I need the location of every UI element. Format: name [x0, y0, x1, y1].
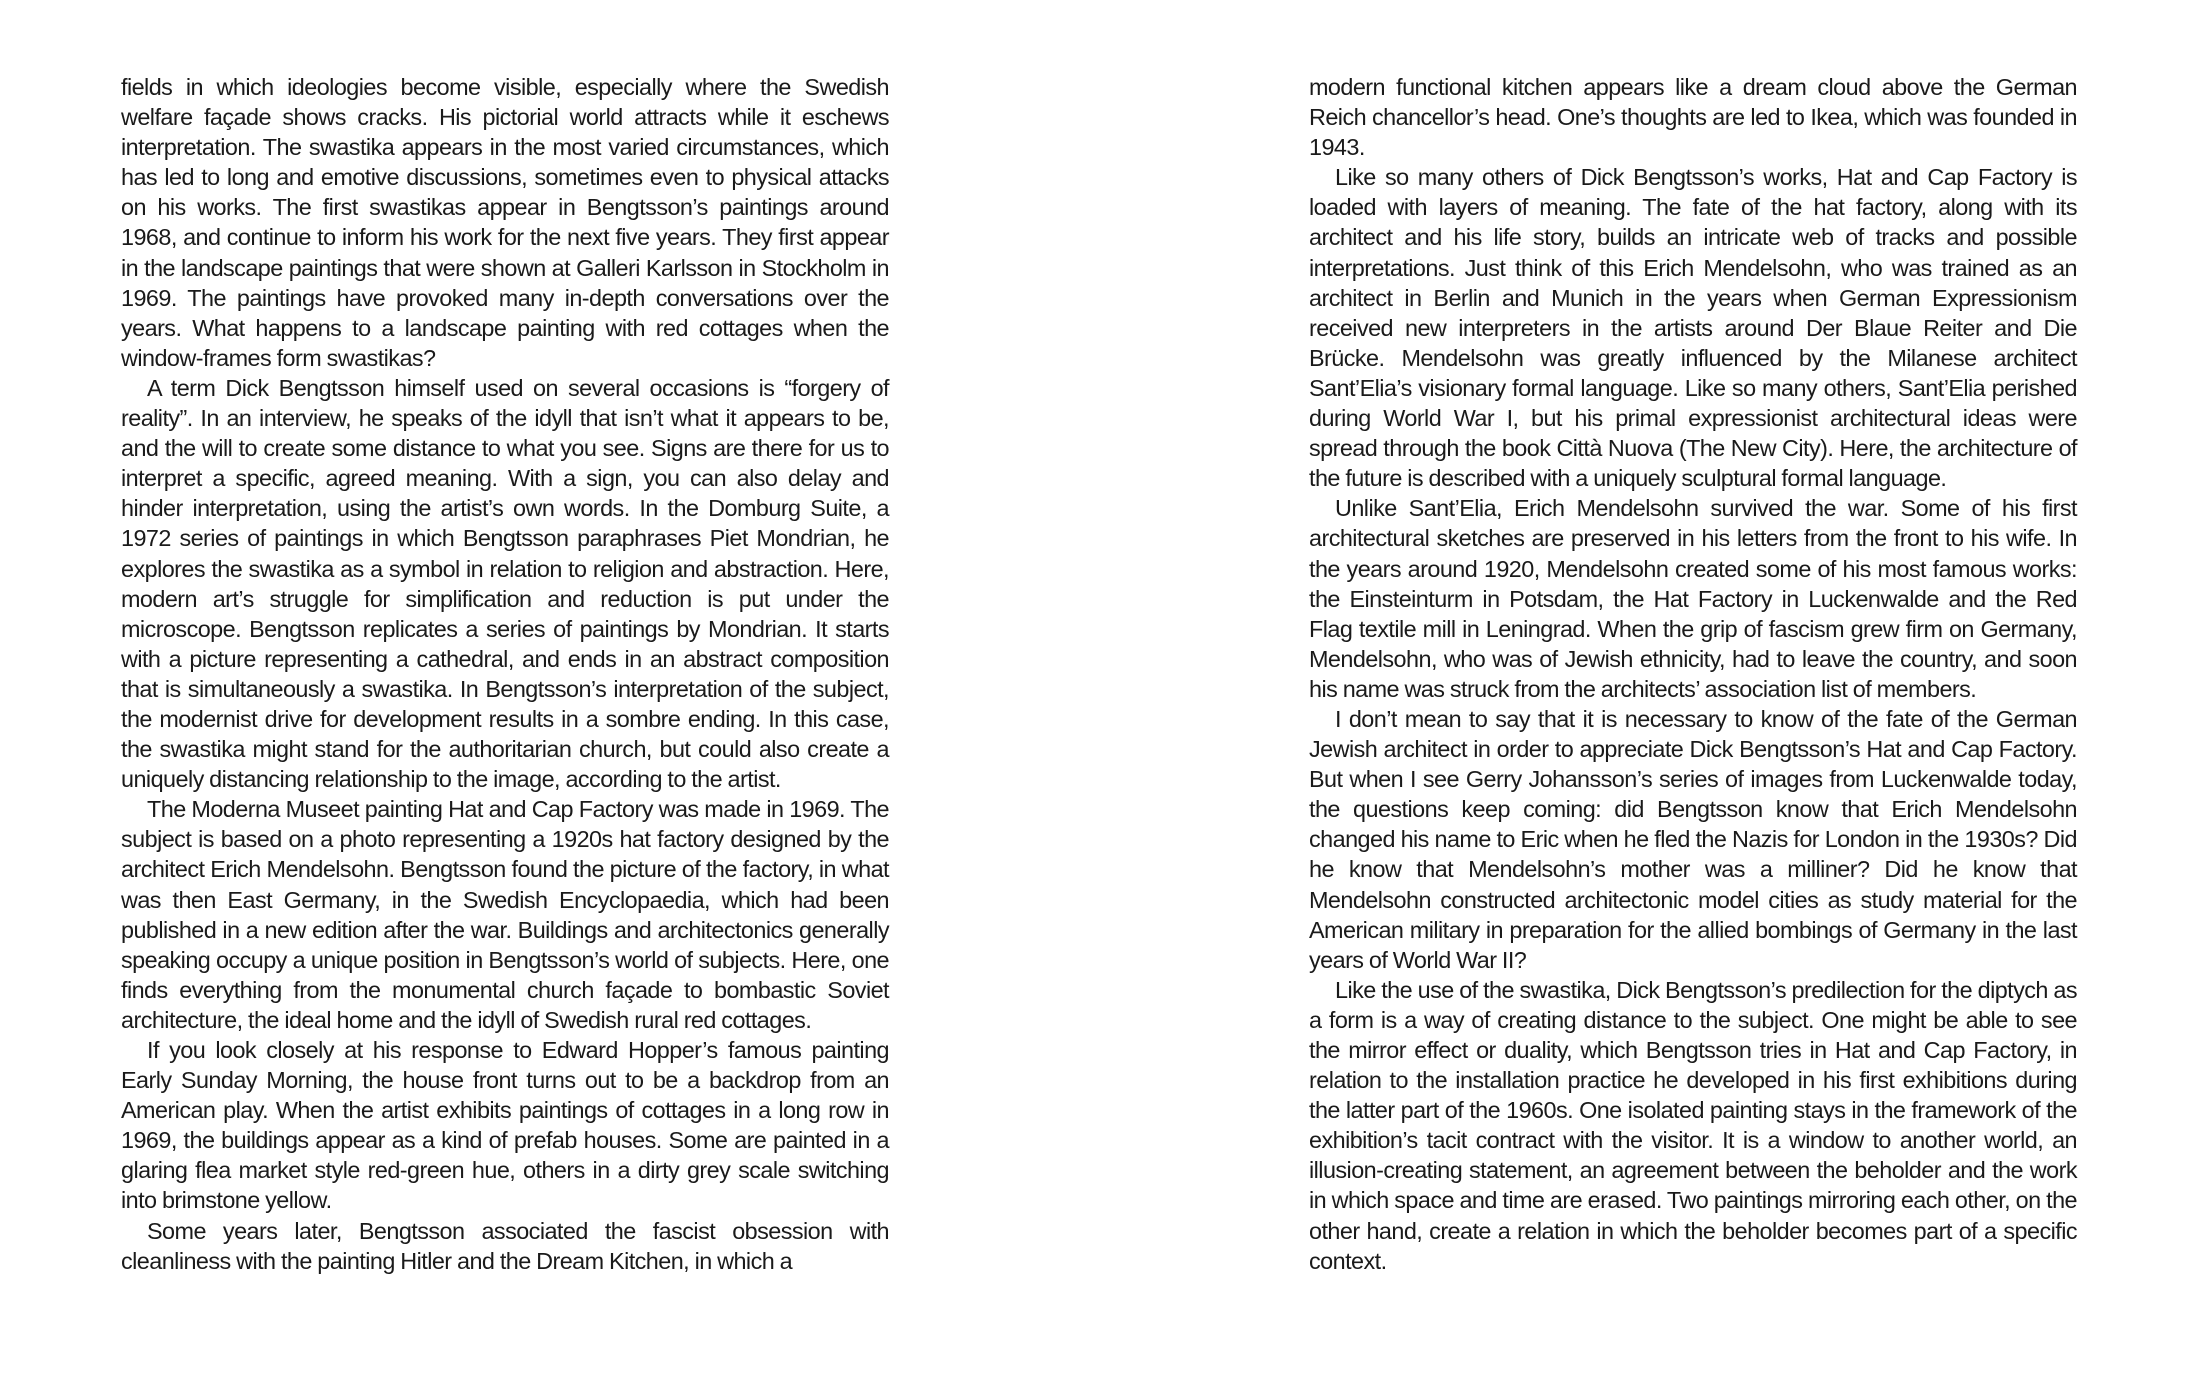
right-paragraph-5: Like the use of the swastika, Dick Bengtsson’s predilection for the diptych as a form is a way of creating distance to the subject. One might be able to see the mirror effect or duality, which Bengtsson tries in Hat and Cap Factory, in relation to the installation practice he developed in his first exhibitions during the latter part of the 1960s. One isolated painting stays in the framework of the exhibition’s tacit contract with the visitor. It is a window to another world, an illusion-creating statement, an agreement between the beholder and the work in which space and time are erased. Two paintings mirroring each other, on the other hand, create a relation in which the beholder becomes part of a specific context.: [1309, 976, 2077, 1274]
left-paragraph-4: If you look closely at his response to Edward Hopper’s famous painting Early Sunday Morning, the house front turns out to be a backdrop from an American play. When the artist exhibits paintings of cottages in a long row in 1969, the buildings appear as a kind of prefab houses. Some are painted in a glaring flea market style red-green hue, others in a dirty grey scale switching into brimstone yellow.: [121, 1037, 889, 1214]
left-paragraph-3: The Moderna Museet painting Hat and Cap Factory was made in 1969. The subject is based on a photo representing a 1920s hat factory designed by the architect Erich Mendelsohn. Bengtsson found the picture of the factory, in what was then East Germany, in the Swedish Encyclopaedia, which had been published in a new edition after the war. Buildings and architectonics generally speaking occupy a unique position in Bengtsson’s world of subjects. Here, one finds everything from the monumental church façade to bombastic Soviet architecture, the ideal home and the idyll of Swedish rural red cottages.: [121, 796, 889, 1033]
right-paragraph-1: modern functional kitchen appears like a dream cloud above the German Reich chancellor’s head. One’s thoughts are led to Ikea, which was founded in 1943.: [1309, 74, 2077, 161]
right-paragraph-4: I don’t mean to say that it is necessary to know of the fate of the German Jewish architect in order to appreciate Dick Bengtsson’s Hat and Cap Factory. But when I see Gerry Johansson’s series of images from Luckenwalde today, the questions keep coming: did Bengtsson know that Erich Mendelsohn changed his name to Eric when he fled the Nazis for London in the 1930s? Did he know that Mendelsohn’s mother was a milliner? Did he know that Mendelsohn constructed architectonic model cities as study material for the American military in preparation for the allied bombings of Germany in the last years of World War II?: [1309, 705, 2077, 973]
left-paragraph-5: Some years later, Bengtsson associated the fascist obsession with cleanliness with the painting Hitler and the Dream Kitchen, in which a: [121, 1217, 889, 1274]
left-paragraph-2: A term Dick Bengtsson himself used on several occasions is “forgery of reality”. In an interview, he speaks of the idyll that isn’t what it appears to be, and the will to create some distance to what you see. Signs are there for us to interpret a specific, agreed meaning. With a sign, you can also delay and hinder interpretation, using the artist’s own words. In the Domburg Suite, a 1972 series of paintings in which Bengtsson paraphrases Piet Mondrian, he explores the swastika as a symbol in relation to religion and abstraction. Here, modern art’s struggle for simplification and reduction is put under the microscope. Bengtsson replicates a series of paintings by Mondrian. It starts with a picture representing a cathedral, and ends in an abstract composition that is simultaneously a swastika. In Bengtsson’s interpretation of the subject, the modernist drive for development results in a sombre ending. In this case, the swastika might stand for the authoritarian church, but could also create a uniquely distancing relationship to the image, according to the artist.: [121, 374, 889, 793]
left-page-column: [121, 72, 889, 1276]
right-paragraph-3: Unlike Sant’Elia, Erich Mendelsohn survived the war. Some of his first architectural sketches are preserved in his letters from the front to his wife. In the years around 1920, Mendelsohn created some of his most famous works: the Einsteinturm in Potsdam, the Hat Factory in Luckenwalde and the Red Flag textile mill in Leningrad. When the grip of fascism grew firm on Germany, Mendelsohn, who was of Jewish ethnicity, had to leave the country, and soon his name was struck from the architects’ association list of members.: [1309, 495, 2077, 702]
right-paragraph-2: Like so many others of Dick Bengtsson’s works, Hat and Cap Factory is loaded with layers of meaning. The fate of the hat factory, along with its architect and his life story, builds an intricate web of tracks and possible interpretations. Just think of this Erich Mendelsohn, who was trained as an architect in Berlin and Munich in the years when German Expressionism received new interpreters in the artists around Der Blaue Reiter and Die Brücke. Mendelsohn was greatly influenced by the Milanese architect Sant’Elia’s visionary formal language. Like so many others, Sant’Elia perished during World War I, but his primal expressionist architectural ideas were spread through the book Città Nuova (The New City). Here, the architecture of the future is described with a uniquely sculptural formal language.: [1309, 164, 2077, 492]
right-page-column: [1309, 72, 2077, 1276]
left-paragraph-1: fields in which ideologies become visible, especially where the Swedish welfare façade shows cracks. His pictorial world attracts while it eschews interpretation. The swastika appears in the most varied circumstances, which has led to long and emotive discussions, sometimes even to physical attacks on his works. The first swastikas appear in Bengtsson’s paintings around 1968, and continue to inform his work for the next five years. They first appear in the landscape paintings that were shown at Galleri Karlsson in Stockholm in 1969. The paintings have provoked many in-depth conversations over the years. What happens to a landscape painting with red cottages when the window-frames form swastikas?: [121, 74, 889, 371]
